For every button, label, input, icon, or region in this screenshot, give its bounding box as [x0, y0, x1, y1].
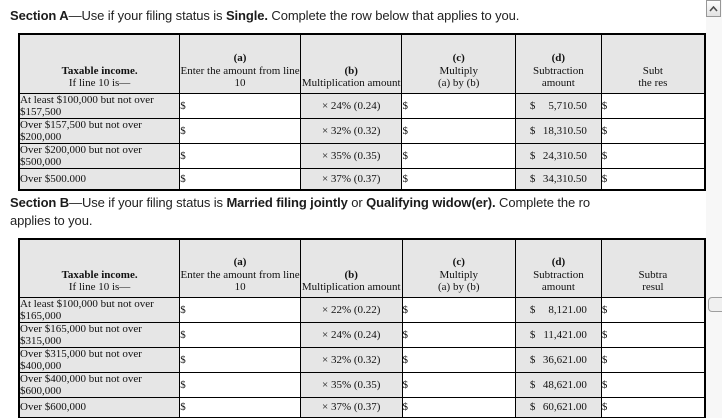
amount-entry-cell: $ — [180, 143, 301, 168]
header-col-d: (d) Subtraction amount — [516, 239, 602, 297]
section-b-heading-line2: applies to you. — [10, 213, 93, 228]
table-row — [19, 143, 705, 168]
header-col-b: (b) Multiplication amount — [300, 34, 402, 93]
multiplication-cell: × 24% (0.24) — [300, 322, 402, 347]
table-row — [19, 322, 705, 347]
tax-result-cell: $ — [601, 372, 705, 397]
tax-result-cell: $ — [601, 322, 705, 347]
subtraction-amount-cell: $ 5,710.50 — [515, 93, 601, 118]
income-range-cell: Over $157,500 but not over $200,000 — [19, 118, 180, 143]
table-row — [19, 372, 705, 397]
header-col-a: (a) Enter the amount from line 10 — [180, 239, 301, 297]
table-row — [19, 118, 705, 143]
income-range-cell: At least $100,000 but not over $165,000 — [19, 297, 180, 322]
tax-result-cell: $ — [601, 397, 705, 418]
multiply-result-cell: $ — [402, 143, 516, 168]
header-taxable-income: Taxable income. If line 10 is— — [19, 34, 180, 93]
header-taxable-income: Taxable income. If line 10 is— — [19, 239, 180, 297]
header-col-b: (b) Multiplication amount — [300, 239, 402, 297]
table-row — [19, 93, 705, 118]
tax-result-cell: $ — [601, 93, 705, 118]
vertical-scrollbar[interactable] — [706, 0, 722, 418]
header-tax-result-clipped: Subt the res — [601, 34, 705, 93]
multiplication-cell: × 35% (0.35) — [300, 372, 402, 397]
scroll-up-button[interactable] — [706, 0, 721, 17]
amount-entry-cell: $ — [180, 93, 301, 118]
multiply-result-cell: $ — [402, 118, 516, 143]
header-col-c: (c) Multiply (a) by (b) — [402, 239, 516, 297]
header-col-a: (a) Enter the amount from line 10 — [180, 34, 301, 93]
section-a-heading: Section A—Use if your filing status is Single. Complete the row below that applies to you. — [10, 8, 520, 23]
subtraction-amount-cell: $ 8,121.00 — [516, 297, 602, 322]
subtraction-amount-cell: $ 48,621.00 — [516, 372, 602, 397]
subtraction-amount-cell: $ 36,621.00 — [516, 347, 602, 372]
multiply-result-cell: $ — [402, 168, 516, 190]
multiply-result-cell: $ — [402, 347, 516, 372]
filing-status-single: Single. — [225, 8, 268, 23]
subtraction-amount-cell: $ 34,310.50 — [515, 168, 601, 190]
amount-entry-cell: $ — [180, 297, 301, 322]
multiply-result-cell: $ — [402, 93, 516, 118]
table-row — [19, 347, 705, 372]
table-header-row — [19, 239, 705, 297]
multiplication-cell: × 24% (0.24) — [300, 93, 402, 118]
tax-result-cell: $ — [601, 143, 705, 168]
amount-entry-cell: $ — [180, 322, 301, 347]
income-range-cell: Over $600,000 — [19, 397, 180, 418]
amount-entry-cell: $ — [180, 118, 301, 143]
amount-entry-cell: $ — [180, 347, 301, 372]
amount-entry-cell: $ — [180, 397, 301, 418]
table-row — [19, 297, 705, 322]
multiplication-cell: × 35% (0.35) — [300, 143, 402, 168]
multiplication-cell: × 32% (0.32) — [300, 118, 402, 143]
multiply-result-cell: $ — [402, 397, 516, 418]
chevron-up-icon — [709, 6, 718, 12]
section-b-table — [18, 238, 706, 418]
subtraction-amount-cell: $ 60,621.00 — [516, 397, 602, 418]
section-b-heading-line1: Section B—Use if your filing status is Married filing jointly or Qualifying widow(er). Complete the ro — [10, 195, 591, 210]
income-range-cell: At least $100,000 but not over $157,500 — [19, 93, 180, 118]
section-a-label: Section A — [10, 8, 69, 23]
header-col-d: (d) Subtraction amount — [515, 34, 601, 93]
table-header-row — [19, 34, 705, 93]
amount-entry-cell: $ — [180, 168, 301, 190]
section-b-label: Section B — [10, 195, 70, 210]
tax-result-cell: $ — [601, 347, 705, 372]
header-col-c: (c) Multiply (a) by (b) — [402, 34, 516, 93]
table-row — [19, 397, 705, 418]
filing-status-mfj: Married filing jointly — [226, 195, 348, 210]
header-tax-result-clipped: Subtra resul — [601, 239, 705, 297]
filing-status-qw: Qualifying widow(er). — [366, 195, 496, 210]
multiply-result-cell: $ — [402, 372, 516, 397]
income-range-cell: Over $315,000 but not over $400,000 — [19, 347, 180, 372]
income-range-cell: Over $165,000 but not over $315,000 — [19, 322, 180, 347]
subtraction-amount-cell: $ 11,421.00 — [516, 322, 602, 347]
income-range-cell: Over $400,000 but not over $600,000 — [19, 372, 180, 397]
multiplication-cell: × 32% (0.32) — [300, 347, 402, 372]
section-a-table — [18, 33, 706, 191]
multiplication-cell: × 22% (0.22) — [300, 297, 402, 322]
amount-entry-cell: $ — [180, 372, 301, 397]
income-range-cell: Over $500.000 — [19, 168, 180, 190]
multiply-result-cell: $ — [402, 322, 516, 347]
tax-result-cell: $ — [601, 118, 705, 143]
income-range-cell: Over $200,000 but not over $500,000 — [19, 143, 180, 168]
multiplication-cell: × 37% (0.37) — [300, 168, 402, 190]
tax-result-cell: $ — [601, 168, 705, 190]
table-row — [19, 168, 705, 190]
multiply-result-cell: $ — [402, 297, 516, 322]
multiplication-cell: × 37% (0.37) — [300, 397, 402, 418]
tax-result-cell: $ — [601, 297, 705, 322]
subtraction-amount-cell: $ 18,310.50 — [515, 118, 601, 143]
subtraction-amount-cell: $ 24,310.50 — [515, 143, 601, 168]
scrollbar-thumb[interactable] — [708, 297, 722, 312]
